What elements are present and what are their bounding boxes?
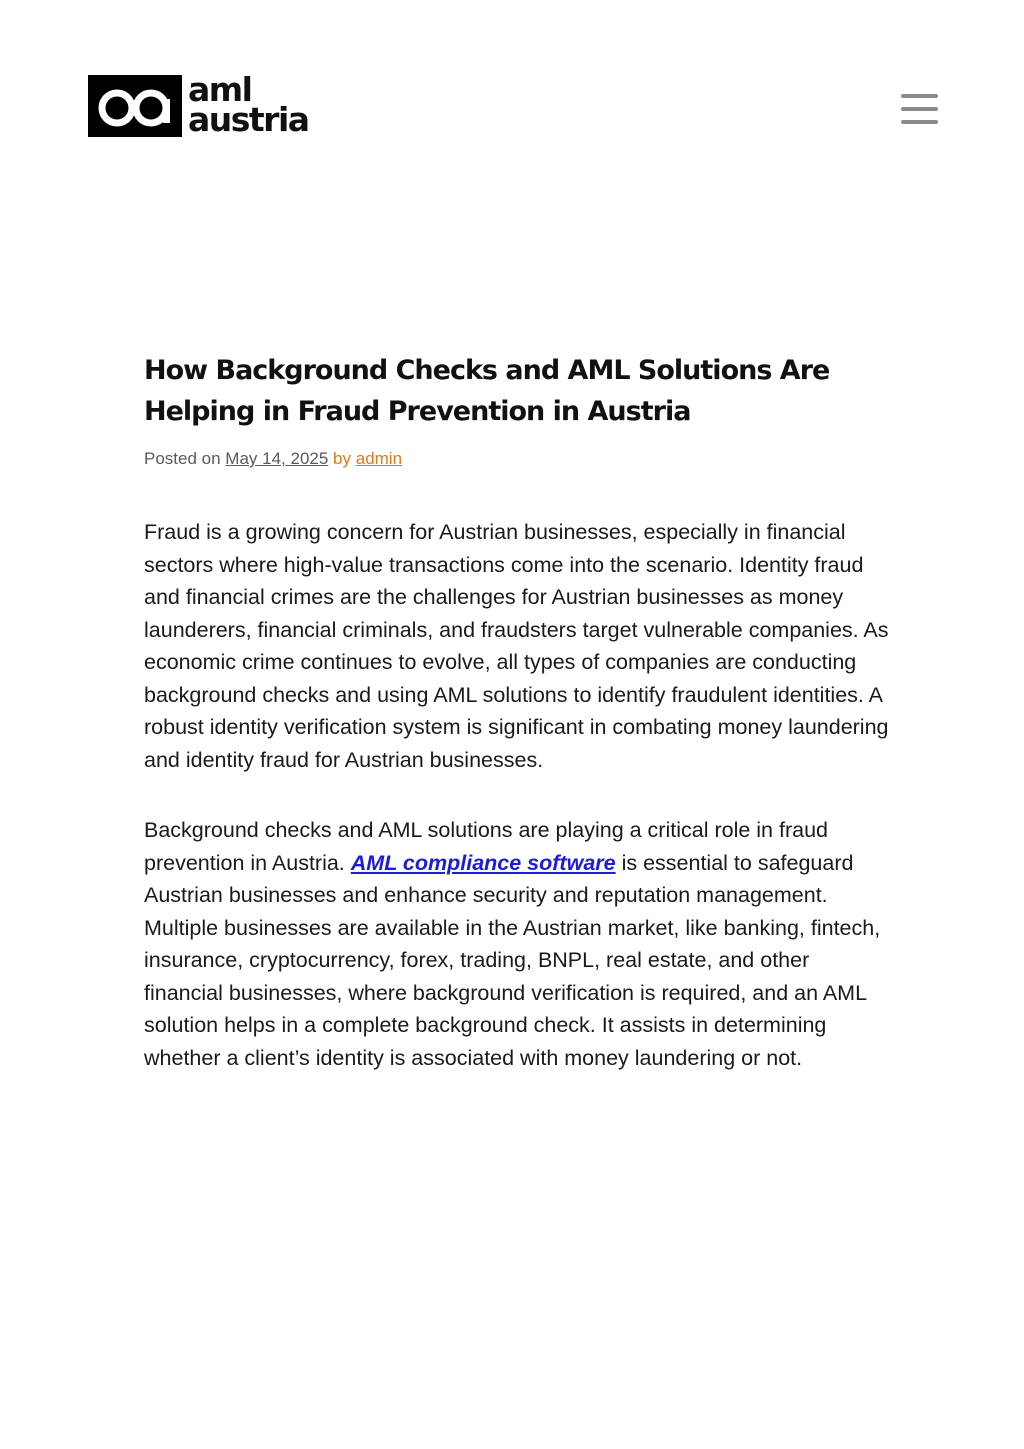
- menu-bar: [901, 94, 938, 98]
- logo-line-2: austria: [188, 100, 309, 139]
- menu-bar: [901, 120, 938, 124]
- posted-on-label: Posted on: [144, 449, 221, 468]
- site-logo[interactable]: [88, 70, 309, 139]
- author-link[interactable]: admin: [355, 449, 403, 468]
- article: [144, 350, 889, 1074]
- post-meta: [144, 447, 889, 471]
- by-label: by: [333, 449, 352, 468]
- logo-line-1: aml: [188, 70, 252, 109]
- post-date-link[interactable]: May 14, 2025: [225, 449, 329, 468]
- paragraph-2-text-after: is essential to safeguard Austrian businesses and enhance security and reputation management. Multiple businesses are available in the Austrian market, like banking, fintech, insurance, cryptocurrency, forex, trading, BNPL, real estate, and other financial businesses, where background verification is required, and an AML solution helps in a complete background check. It assists in determining whether a client’s identity is associated with money laundering or not.: [144, 850, 881, 1070]
- paragraph-1: Fraud is a growing concern for Austrian businesses, especially in financial sectors where high-value transactions come into the scenario. Identity fraud and financial crimes are the challenges for Austrian businesses as money launderers, financial criminals, and fraudsters target vulnerable companies. As economic crime continues to evolve, all types of companies are conducting background checks and using AML solutions to identify fraudulent identities. A robust identity verification system is significant in combating money laundering and identity fraud for Austrian businesses.: [144, 520, 889, 772]
- article-title: How Background Checks and AML Solutions Are Helping in Fraud Prevention in Austria: [144, 355, 830, 427]
- site-header: [0, 0, 1024, 180]
- menu-bar: [901, 107, 938, 111]
- paragraph-2: [144, 814, 889, 1074]
- aml-compliance-software-link[interactable]: AML compliance software: [350, 850, 616, 875]
- logo-wordmark: [188, 70, 309, 139]
- hamburger-menu-icon[interactable]: [899, 92, 939, 126]
- paragraph-2-text-before: Background checks and AML solutions are playing a critical role in fraud prevention in Austria.: [144, 818, 828, 875]
- logo-mark-icon: [88, 75, 182, 137]
